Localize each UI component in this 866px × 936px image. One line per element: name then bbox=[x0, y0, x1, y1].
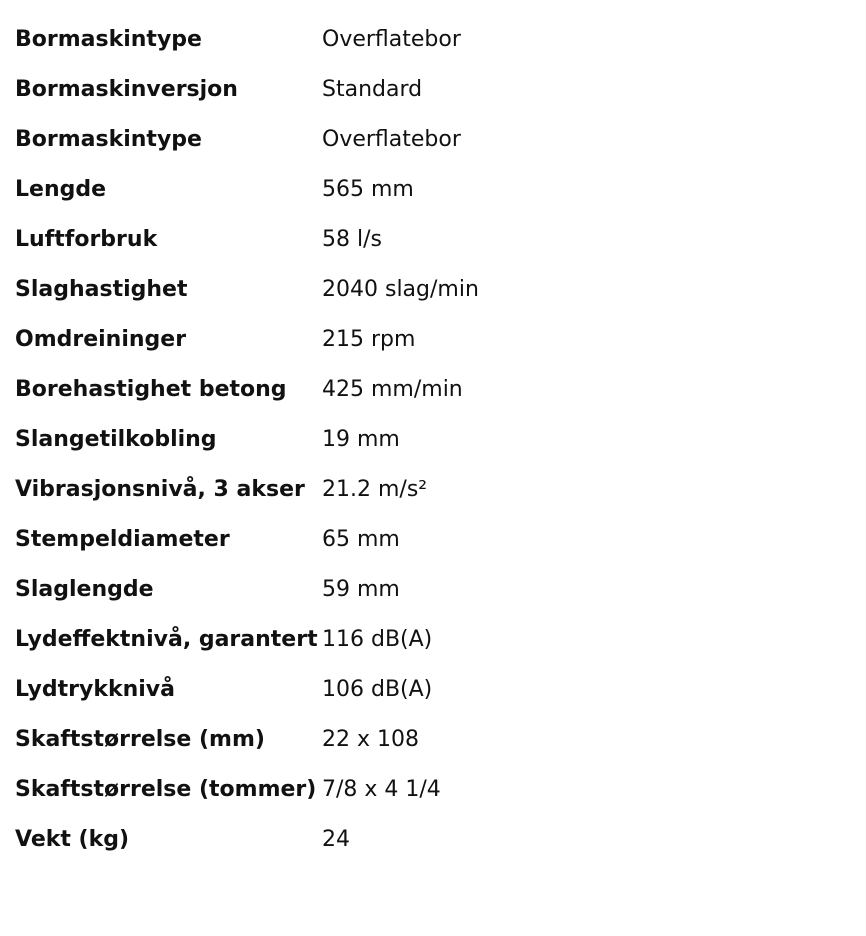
spec-value: 22 x 108 bbox=[322, 727, 419, 752]
spec-row bbox=[15, 376, 575, 426]
spec-value: 425 mm/min bbox=[322, 377, 463, 402]
spec-label: Luftforbruk bbox=[15, 227, 158, 252]
spec-value: Overflatebor bbox=[322, 127, 461, 152]
spec-label: Slangetilkobling bbox=[15, 427, 217, 452]
spec-value: 24 bbox=[322, 827, 350, 852]
spec-row bbox=[15, 576, 575, 626]
spec-value: 565 mm bbox=[322, 177, 414, 202]
spec-label: Lengde bbox=[15, 177, 107, 202]
spec-label: Vekt (kg) bbox=[15, 827, 130, 852]
spec-value: 58 l/s bbox=[322, 227, 382, 252]
spec-row bbox=[15, 726, 575, 776]
spec-row bbox=[15, 626, 575, 676]
spec-value: 21.2 m/s² bbox=[322, 477, 428, 502]
spec-label: Bormaskintype bbox=[15, 127, 202, 152]
spec-row bbox=[15, 126, 575, 176]
spec-label: Skaftstørrelse (mm) bbox=[15, 727, 265, 752]
spec-value: Standard bbox=[322, 77, 423, 102]
spec-value: 19 mm bbox=[322, 427, 400, 452]
spec-row bbox=[15, 526, 575, 576]
spec-row bbox=[15, 326, 575, 376]
spec-label: Bormaskintype bbox=[15, 27, 202, 52]
spec-row bbox=[15, 676, 575, 726]
spec-row bbox=[15, 26, 575, 76]
spec-value: 7/8 x 4 1/4 bbox=[322, 777, 441, 802]
spec-row bbox=[15, 276, 575, 326]
spec-value: Overflatebor bbox=[322, 27, 461, 52]
spec-row bbox=[15, 826, 575, 876]
spec-label: Borehastighet betong bbox=[15, 377, 287, 402]
spec-label: Vibrasjonsnivå, 3 akser bbox=[15, 477, 305, 502]
spec-value: 59 mm bbox=[322, 577, 400, 602]
spec-row bbox=[15, 426, 575, 476]
spec-value: 215 rpm bbox=[322, 327, 416, 352]
spec-row bbox=[15, 776, 575, 826]
specifications-table bbox=[15, 26, 575, 876]
specifications-body bbox=[15, 26, 575, 876]
spec-label: Stempeldiameter bbox=[15, 527, 230, 552]
spec-label: Slaghastighet bbox=[15, 277, 188, 302]
spec-label: Lydtrykknivå bbox=[15, 677, 175, 702]
spec-label: Lydeffektnivå, garantert bbox=[15, 627, 318, 652]
spec-value: 2040 slag/min bbox=[322, 277, 479, 302]
spec-label: Slaglengde bbox=[15, 577, 154, 602]
spec-row bbox=[15, 176, 575, 226]
spec-value: 106 dB(A) bbox=[322, 677, 433, 702]
spec-value: 65 mm bbox=[322, 527, 400, 552]
spec-label: Skaftstørrelse (tommer) bbox=[15, 777, 317, 802]
spec-label: Omdreininger bbox=[15, 327, 187, 352]
spec-value: 116 dB(A) bbox=[322, 627, 433, 652]
spec-label: Bormaskinversjon bbox=[15, 77, 238, 102]
spec-row bbox=[15, 76, 575, 126]
spec-row bbox=[15, 226, 575, 276]
spec-row bbox=[15, 476, 575, 526]
